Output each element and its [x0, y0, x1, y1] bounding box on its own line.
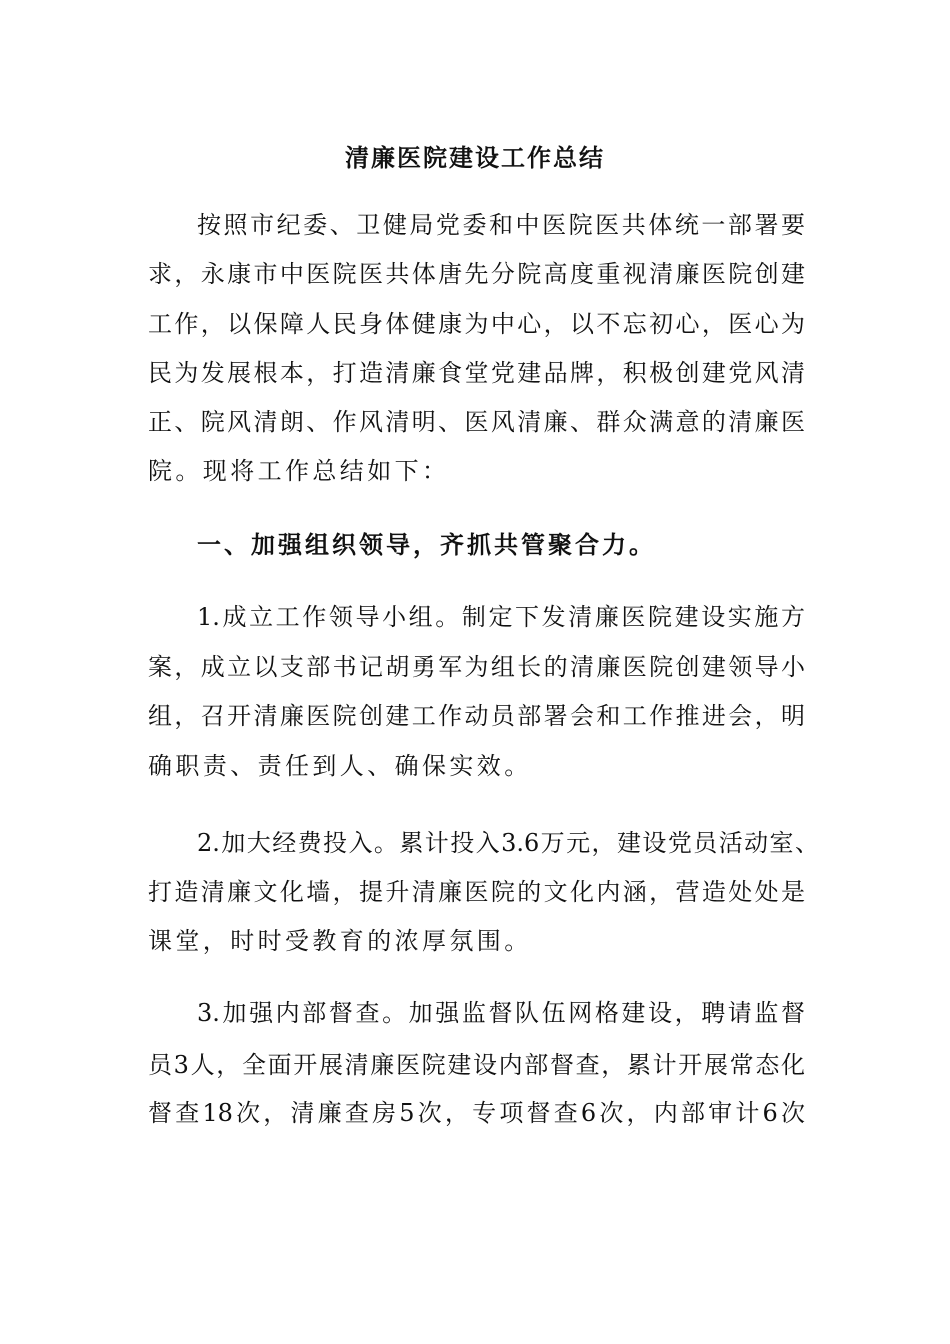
item2-line: 2.加大经费投入。累计投入3.6万元，建设党员活动室、 [197, 829, 819, 857]
item2-line: 打造清廉文化墙，提升清廉医院的文化内涵，营造处处是 [148, 878, 805, 906]
intro-line: 工作，以保障人民身体健康为中心，以不忘初心，医心为 [148, 310, 805, 338]
item3-line: 3.加强内部督查。加强监督队伍网格建设，聘请监督 [197, 999, 805, 1027]
document-title: 清廉医院建设工作总结 [345, 143, 605, 172]
item1-line: 1.成立工作领导小组。制定下发清廉医院建设实施方 [197, 603, 805, 631]
section-heading: 一、加强组织领导，齐抓共管聚合力。 [197, 530, 656, 559]
item2-line: 课堂，时时受教育的浓厚氛围。 [148, 927, 532, 955]
item3-line: 员3人，全面开展清廉医院建设内部督查，累计开展常态化 [148, 1051, 805, 1079]
intro-line: 按照市纪委、卫健局党委和中医院医共体统一部署要 [197, 211, 805, 239]
intro-line: 正、院风清朗、作风清明、医风清廉、群众满意的清廉医 [148, 408, 805, 436]
intro-line: 院。现将工作总结如下： [148, 457, 450, 485]
intro-line: 民为发展根本，打造清廉食堂党建品牌，积极创建党风清 [148, 359, 805, 387]
item1-line: 组，召开清廉医院创建工作动员部署会和工作推进会，明 [148, 702, 805, 730]
item1-line: 确职责、责任到人、确保实效。 [148, 752, 532, 780]
item3-line: 督查18次，清廉查房5次，专项督查6次，内部审计6次 [148, 1099, 805, 1127]
intro-line: 求，永康市中医院医共体唐先分院高度重视清廉医院创建 [148, 260, 805, 288]
item1-line: 案，成立以支部书记胡勇军为组长的清廉医院创建领导小 [148, 653, 805, 681]
